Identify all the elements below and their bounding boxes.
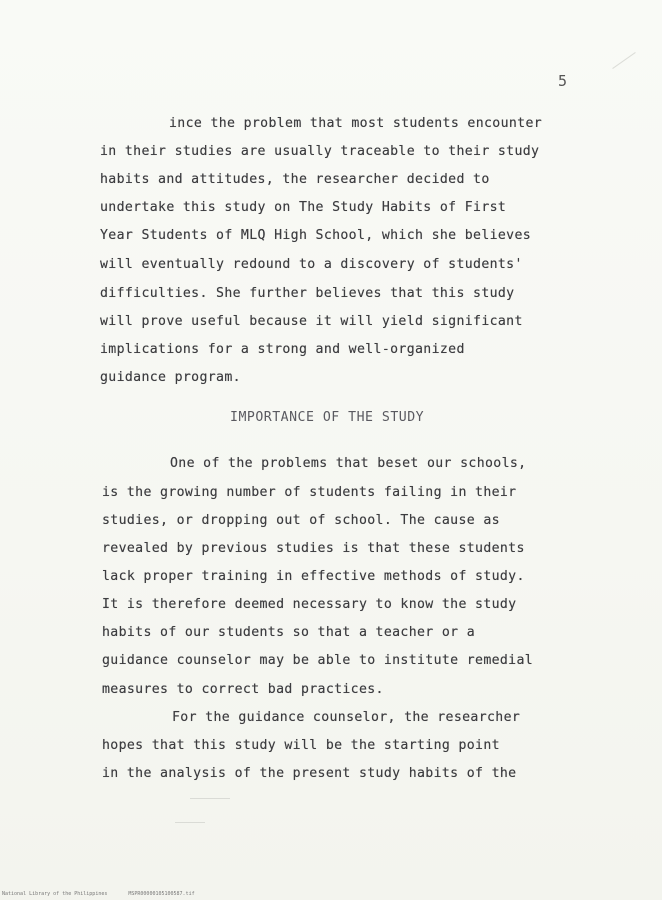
text-line: revealed by previous studies is that these students	[102, 541, 525, 556]
text-line: Year Students of MLQ High School, which she believes	[100, 228, 532, 243]
footer-institution: National Library of the Philippines	[2, 891, 108, 897]
scan-footer	[2, 891, 213, 897]
page-number: 5	[558, 72, 568, 90]
text-line: habits and attitudes, the researcher decided to	[100, 172, 490, 187]
text-line: implications for a strong and well-organized	[100, 342, 465, 357]
text-line: difficulties. She further believes that this study	[100, 286, 515, 301]
text-line: will eventually redound to a discovery of students'	[100, 257, 523, 272]
text-line: hopes that this study will be the starting point	[102, 738, 500, 753]
text-line: ince the problem that most students encounter	[169, 116, 543, 131]
text-line: is the growing number of students failing in their	[102, 485, 517, 500]
text-line: in the analysis of the present study habits of the	[102, 766, 517, 781]
text-line: studies, or dropping out of school. The cause as	[102, 513, 500, 528]
text-line: in their studies are usually traceable to their study	[100, 144, 540, 159]
footer-code: MSPR00000105100587.tif	[128, 891, 195, 897]
section-heading: IMPORTANCE OF THE STUDY	[230, 410, 425, 425]
text-line: habits of our students so that a teacher or a	[102, 625, 476, 640]
scan-artifact	[175, 822, 205, 823]
text-line: measures to correct bad practices.	[102, 682, 384, 697]
text-line: guidance counselor may be able to institute remedial	[102, 653, 534, 668]
scan-artifact	[190, 798, 230, 799]
text-line: One of the problems that beset our schools,	[170, 456, 527, 471]
text-line: It is therefore deemed necessary to know the study	[102, 597, 517, 612]
text-line: For the guidance counselor, the researcher	[172, 710, 521, 725]
scan-artifact	[612, 52, 636, 69]
text-line: will prove useful because it will yield significant	[100, 314, 523, 329]
text-line: undertake this study on The Study Habits of First	[100, 200, 507, 215]
text-line: lack proper training in effective methods of study.	[102, 569, 525, 584]
text-line: guidance program.	[100, 370, 241, 385]
